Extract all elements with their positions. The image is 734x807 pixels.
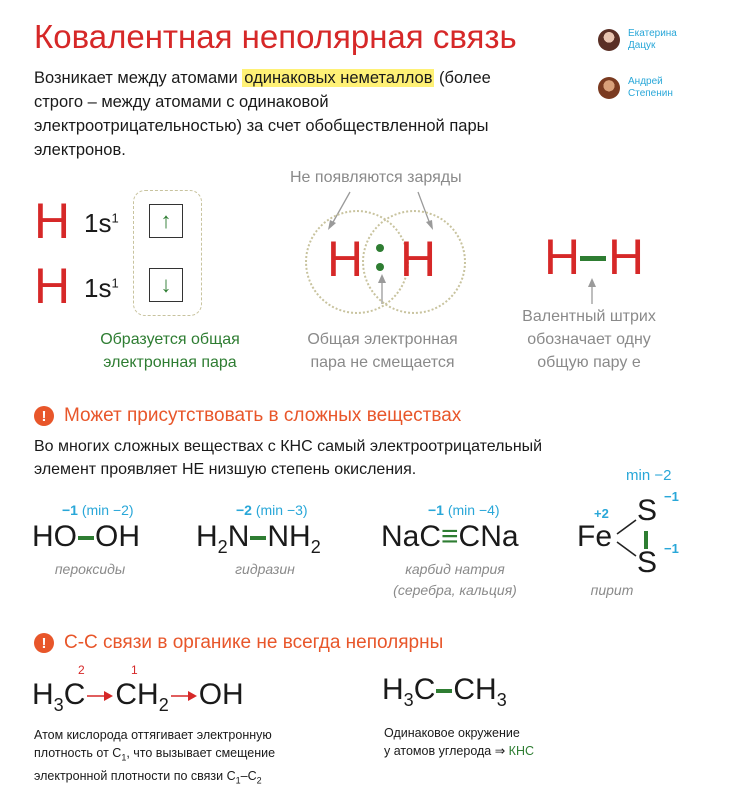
note-text: электронной плотности по связи С [34, 768, 236, 783]
pyrite-min-ox: min −2 [626, 467, 672, 484]
spin-up-arrow-icon: ↑ [160, 208, 172, 233]
intro-after: (более строго – между атомами с одинаковой электроотрицательностью) за счет обобществленной пары электронов. [34, 69, 491, 159]
carbon-number-1: 1 [131, 663, 138, 677]
note-line-1: Атом кислорода оттягивает электронную [34, 728, 272, 742]
carbide-formula [381, 520, 519, 554]
intro-before: Возникает между атомами [34, 69, 243, 87]
formula-part: H [382, 673, 404, 706]
valence-dash [580, 256, 606, 261]
section2-title: С-С связи в органике не всегда неполярны [64, 632, 444, 653]
page-title: Ковалентная неполярная связь [34, 18, 517, 55]
config-text: 1s [84, 273, 112, 303]
author-first-name: Андрей [628, 76, 663, 87]
electron-dot-top [376, 244, 384, 252]
note-sub: 2 [256, 775, 262, 785]
dash-arrow-head-icon [588, 278, 596, 287]
section1-title: Может присутствовать в сложных веществах [64, 405, 462, 426]
warning-icon: ! [34, 406, 54, 426]
avatar [598, 77, 620, 99]
green-bond [250, 536, 266, 540]
note-text: , что вызывает смещение [126, 746, 276, 760]
valence-dash-caption: Валентный штрих обозначает одну общую пару е [522, 308, 656, 371]
ethane-formula [382, 673, 507, 711]
fe-s-bond-bottom [617, 542, 636, 556]
note-line-2 [384, 742, 604, 760]
author-first-name: Екатерина [628, 28, 677, 39]
ox-min: (min −2) [81, 502, 134, 518]
note-line-2 [34, 744, 334, 767]
warning-icon: ! [34, 633, 54, 653]
note-highlight: КНС [508, 744, 535, 758]
peroxide-ox-state [62, 502, 134, 518]
overlap-h-left: H [327, 231, 364, 287]
carbide-caption-extra: (серебра, кальция) [393, 582, 517, 598]
formula-sub: 3 [496, 690, 507, 710]
formula-part: CH [115, 678, 159, 711]
electron-config-2 [84, 273, 119, 304]
note-sub: 1 [121, 752, 127, 763]
s-symbol-top: S [637, 494, 658, 527]
formula-sub: 2 [217, 537, 228, 557]
formula-part: OH [198, 678, 244, 711]
ox-min: (min −4) [447, 502, 500, 518]
author-1[interactable] [598, 28, 677, 52]
note-text: у атомов углерода ⇒ [384, 744, 509, 758]
intro-highlight: одинаковых неметаллов [244, 69, 433, 87]
ethanol-formula [32, 678, 244, 716]
formula-part: N [227, 520, 250, 553]
pyrite-caption: пирит [590, 582, 634, 598]
shift-arrow-icon [171, 689, 197, 703]
overlap-h-right: H [400, 231, 437, 287]
formula-sub: 3 [403, 690, 414, 710]
electron-dot-bottom [376, 263, 384, 271]
dash-arrow [586, 278, 598, 304]
formula-part: C [63, 678, 86, 711]
formula-part: H [32, 678, 54, 711]
s-ox-state-top: −1 [664, 489, 679, 504]
formula-part: CH [453, 673, 497, 706]
triple-bond: ≡ [441, 520, 459, 553]
s-ox-state-bottom: −1 [664, 541, 679, 556]
no-shift-caption: Общая электронная пара не смещается [307, 331, 458, 371]
formula-sub: 2 [310, 537, 321, 557]
peroxide-caption: пероксиды [54, 561, 126, 577]
formula-part: H [196, 520, 218, 553]
author-2[interactable] [598, 76, 673, 100]
fe-ox-state: +2 [594, 506, 609, 521]
avatar [598, 29, 620, 51]
intro-text [34, 66, 514, 162]
fe-s-bond-top [617, 520, 636, 534]
ethane-note [384, 724, 604, 760]
peroxide-formula [32, 520, 140, 554]
hydrazine-ox-state [236, 502, 308, 518]
carbide-caption: карбид натрия [405, 561, 505, 577]
hydrazine-formula [196, 520, 321, 558]
carbon-number-2: 2 [78, 663, 85, 677]
green-bond [436, 689, 452, 693]
note-line-3 [34, 767, 334, 790]
formula-part: C [413, 673, 436, 706]
shared-pair-caption: Образуется общая электронная пара [100, 331, 240, 371]
dash-h-left: H [544, 229, 581, 285]
green-bond [78, 536, 94, 540]
orbital-box-up [149, 204, 183, 238]
orbital-box-down [149, 268, 183, 302]
ox-min: (min −3) [255, 502, 308, 518]
shift-arrow-icon [87, 689, 113, 703]
formula-part: NH [267, 520, 311, 553]
formula-sub: 2 [158, 695, 169, 715]
hydrogen-symbol-1: H [34, 193, 71, 249]
author-last-name: Дацук [628, 40, 656, 51]
carbide-ox-state [428, 502, 500, 518]
hydrazine-caption: гидразин [235, 561, 295, 577]
note-text: плотность от С [34, 746, 122, 760]
hydrogen-symbol-2: H [34, 258, 71, 314]
ox-value: −1 [428, 502, 444, 518]
spin-down-arrow-icon: ↓ [160, 272, 172, 297]
ethanol-note [34, 726, 334, 789]
section1-text: Во многих сложных веществах с КНС самый электроотрицательный элемент проявляет НЕ низшую степень окисления. [34, 438, 543, 478]
ox-value: −1 [62, 502, 78, 518]
config-sup: 1 [111, 210, 119, 226]
no-charges-label: Не появляются заряды [290, 169, 462, 186]
formula-part: HO [32, 520, 77, 553]
config-sup: 1 [111, 275, 119, 291]
formula-sub: 3 [53, 695, 64, 715]
dash-h-right: H [608, 229, 645, 285]
electron-config-1 [84, 208, 119, 239]
s-symbol-bottom: S [637, 546, 658, 579]
fe-symbol: Fe [577, 520, 613, 553]
formula-part: NaC [381, 520, 442, 553]
note-sub: 1 [235, 775, 241, 785]
note-line-1: Одинаковое окружение [384, 726, 520, 740]
note-text: –С [240, 768, 257, 783]
config-text: 1s [84, 208, 112, 238]
formula-part: CNa [458, 520, 519, 553]
ox-value: −2 [236, 502, 252, 518]
formula-part: OH [95, 520, 140, 553]
author-last-name: Степенин [628, 88, 673, 99]
